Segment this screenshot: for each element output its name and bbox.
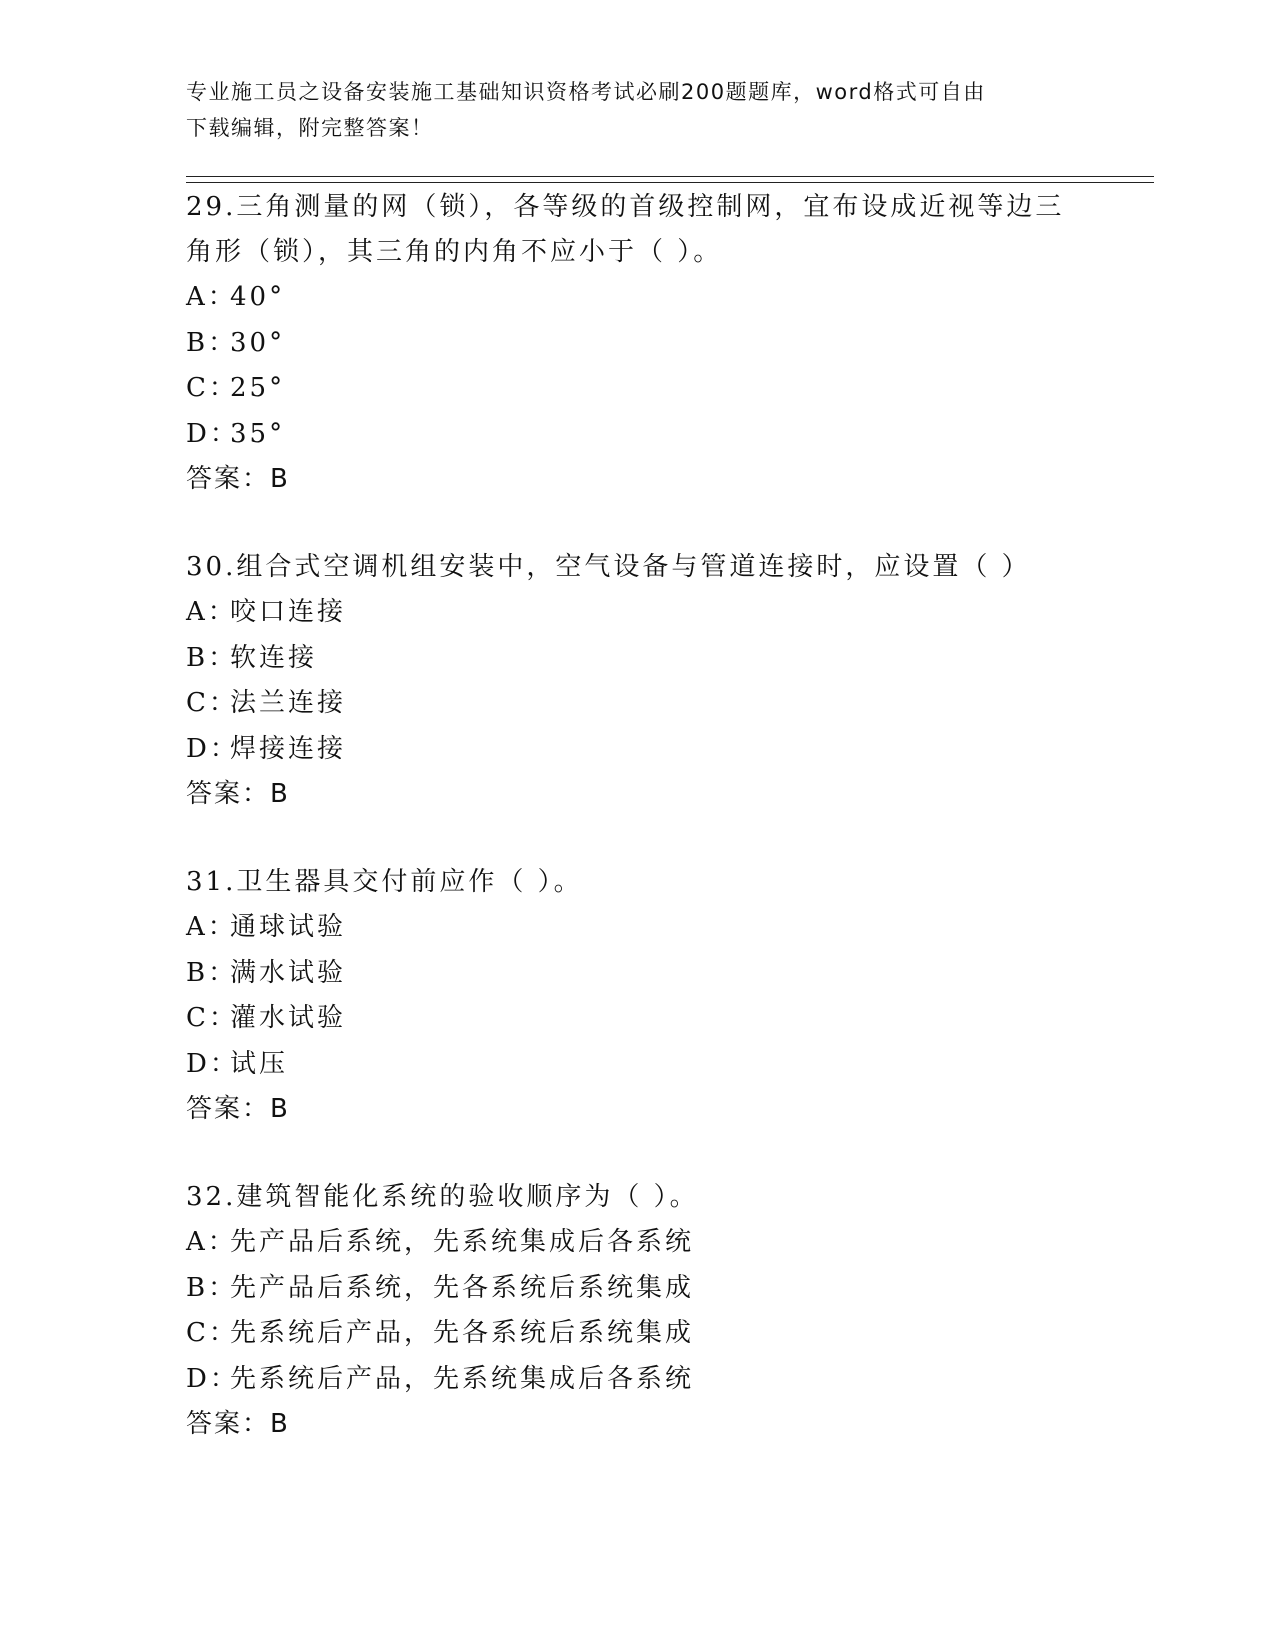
option-value: 40°	[230, 282, 286, 312]
option-b	[186, 636, 1086, 682]
option-key: C：	[186, 1003, 238, 1033]
option-key: C：	[186, 373, 238, 403]
question-29	[186, 185, 1066, 501]
option-key: B：	[186, 1272, 238, 1303]
document-header	[186, 74, 1066, 146]
option-value: 焊接连接	[230, 733, 347, 764]
option-c	[186, 996, 1086, 1042]
question-text: 31.卫生器具交付前应作（ ）。	[186, 867, 583, 897]
option-c	[186, 366, 1066, 412]
option-value: 满水试验	[230, 957, 347, 988]
option-key: B：	[186, 957, 238, 988]
option-value: 法兰连接	[230, 688, 347, 718]
option-value: 试压	[230, 1048, 289, 1079]
option-value: 35°	[230, 418, 286, 449]
header-line-1: 专业施工员之设备安装施工基础知识资格考试必刷200题题库，word格式可自由	[186, 80, 986, 104]
option-value: 25°	[230, 373, 286, 403]
option-c	[186, 1311, 1086, 1357]
option-d	[186, 1357, 1086, 1403]
question-text: 30.组合式空调机组安装中，空气设备与管道连接时，应设置（ ）	[186, 552, 1031, 582]
option-key: C：	[186, 688, 238, 718]
option-value: 通球试验	[230, 912, 347, 942]
option-key: D：	[186, 1363, 239, 1394]
option-b	[186, 951, 1086, 997]
option-key: B：	[186, 327, 238, 358]
header-divider-top	[186, 176, 1154, 177]
option-key: D：	[186, 1048, 239, 1079]
option-value: 30°	[230, 327, 286, 358]
header-line-2: 下载编辑，附完整答案！	[186, 116, 434, 140]
question-32	[186, 1175, 1086, 1446]
option-value: 先系统后产品，先系统集成后各系统	[230, 1363, 695, 1394]
option-value: 咬口连接	[230, 597, 347, 627]
header-divider-bottom	[186, 182, 1154, 183]
answer-label: 答案：B	[186, 1409, 290, 1439]
option-b	[186, 1266, 1086, 1312]
answer-label: 答案：B	[186, 1094, 290, 1124]
option-key: D：	[186, 733, 239, 764]
option-c	[186, 681, 1086, 727]
option-value: 先系统后产品，先各系统后系统集成	[230, 1318, 695, 1348]
option-key: A：	[186, 282, 237, 312]
option-key: D：	[186, 418, 239, 449]
option-key: C：	[186, 1318, 238, 1348]
option-d	[186, 412, 1066, 458]
answer-label: 答案：B	[186, 464, 290, 494]
option-value: 软连接	[230, 642, 318, 673]
option-d	[186, 727, 1086, 773]
option-a	[186, 905, 1086, 951]
question-31	[186, 860, 1086, 1131]
answer-label: 答案：B	[186, 779, 290, 809]
option-b	[186, 321, 1066, 367]
option-value: 先产品后系统，先系统集成后各系统	[230, 1227, 695, 1257]
option-d	[186, 1042, 1086, 1088]
option-key: A：	[186, 1227, 237, 1257]
option-a	[186, 590, 1086, 636]
question-text: 32.建筑智能化系统的验收顺序为（ ）。	[186, 1182, 699, 1212]
question-30	[186, 545, 1086, 816]
option-value: 先产品后系统，先各系统后系统集成	[230, 1272, 695, 1303]
option-a	[186, 275, 1066, 321]
option-key: B：	[186, 642, 238, 673]
option-value: 灌水试验	[230, 1003, 347, 1033]
option-key: A：	[186, 912, 237, 942]
question-text: 29.三角测量的网（锁），各等级的首级控制网，宜布设成近视等边三角形（锁），其三角的内角不应小于（ ）。	[186, 192, 1065, 267]
option-a	[186, 1220, 1086, 1266]
option-key: A：	[186, 597, 237, 627]
